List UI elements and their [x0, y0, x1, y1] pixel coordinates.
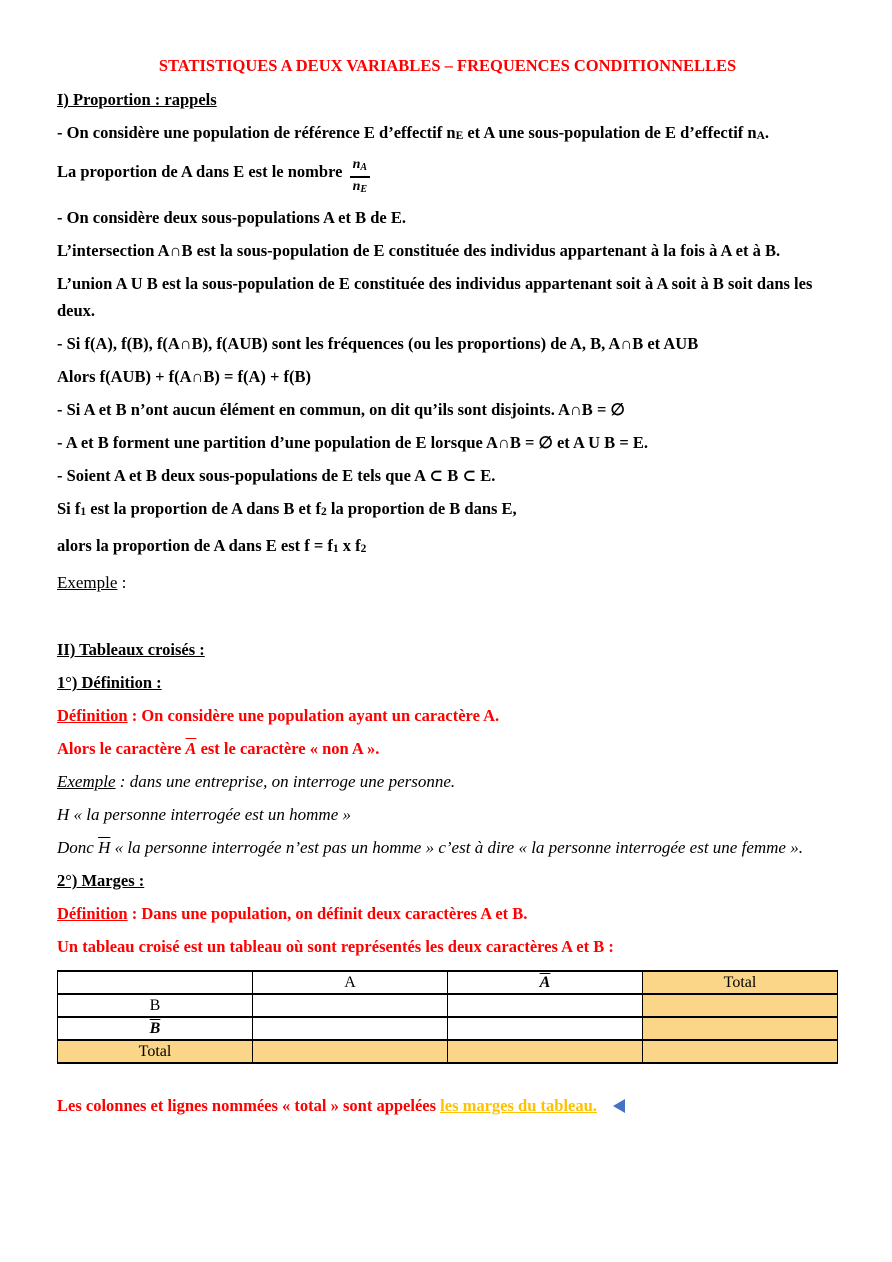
- text-run: STATISTIQUES A DEUX VARIABLES – FREQUENCES CONDITIONNELLES: [158, 56, 737, 75]
- text-run: 1°) Définition :: [57, 673, 162, 692]
- table-cell-label: Total: [138, 1042, 172, 1060]
- text-run: est le caractère « non A ».: [196, 739, 380, 758]
- text-run: et A une sous-population de E d’effectif n: [463, 123, 757, 142]
- text-run: alors la proportion de A dans E est f = f: [57, 536, 333, 555]
- table-cell-label: $\overline{A}$: [539, 973, 551, 991]
- table-cell-label: B: [149, 996, 161, 1014]
- table-cell: [253, 1040, 448, 1063]
- document-title: [57, 52, 838, 79]
- fraction-denominator: [350, 178, 370, 198]
- definition-marges: [57, 900, 838, 927]
- table-cell: [448, 1040, 643, 1063]
- empty-paragraph: [57, 602, 838, 636]
- text-run: Alors f(AUB) + f(A∩B) = f(A) + f(B): [57, 367, 312, 386]
- text-run: x f: [338, 536, 361, 555]
- text-run: Définition: [57, 904, 128, 923]
- table-row: [58, 1040, 838, 1063]
- cross-table: [57, 970, 838, 1064]
- table-cell: [643, 994, 838, 1017]
- paragraph-formule-union: [57, 363, 838, 390]
- table-row: [58, 971, 838, 994]
- text-run: Les colonnes et lignes nommées « total » sont appelées: [57, 1096, 441, 1115]
- table-cell: [58, 1040, 253, 1063]
- text-run: 2: [360, 543, 367, 555]
- text-run: 1: [80, 506, 87, 518]
- document-body: [57, 52, 838, 1119]
- text-run: A: [360, 162, 368, 173]
- text-run: - Si f(A), f(B), f(A∩B), f(AUB) sont les fréquences (ou les proportions) de A, B, A∩B et AUB: [57, 334, 699, 353]
- table-header-cell: [253, 971, 448, 994]
- table-cell: [643, 1017, 838, 1040]
- table-row: [58, 1017, 838, 1040]
- text-run: Un tableau croisé est un tableau où sont représentés les deux caractères A et B :: [57, 937, 614, 956]
- text-run: n: [352, 157, 361, 172]
- text-run: La proportion de A dans E est le nombre: [57, 162, 347, 181]
- subsection-heading-marges: [57, 867, 838, 894]
- paragraph-intersection: [57, 237, 838, 264]
- table-cell: [253, 1017, 448, 1040]
- text-run: .: [764, 123, 770, 142]
- text-run: 2: [320, 506, 327, 518]
- text-run: Définition: [57, 706, 128, 725]
- paragraph-f1-f2: [57, 495, 838, 526]
- text-run: $\overline{A}$: [185, 739, 197, 758]
- text-run: A: [756, 130, 765, 142]
- paragraph-tableau-croise: [57, 933, 838, 960]
- table-cell: [58, 994, 253, 1017]
- table-header-cell: [448, 971, 643, 994]
- paragraph-exemple-2: [57, 768, 838, 795]
- paragraph-marges-conclusion: [57, 1092, 838, 1119]
- paragraph-exemple-1: [57, 569, 838, 596]
- paragraph-two-subpopulations: [57, 204, 838, 231]
- text-run: :: [117, 573, 127, 592]
- text-run: $\overline{H}$: [98, 838, 111, 857]
- text-run: : On considère une population ayant un caractère A.: [127, 706, 500, 725]
- table-cell: [643, 1040, 838, 1063]
- text-run: II) Tableaux croisés :: [57, 640, 205, 659]
- paragraph-produit: [57, 532, 838, 563]
- text-run: est la proportion de A dans B et f: [86, 499, 321, 518]
- text-run: E: [455, 130, 464, 142]
- table-header-cell: [58, 971, 253, 994]
- text-run: 1: [332, 543, 339, 555]
- text-run: - Soient A et B deux sous-populations de E tels que A ⊂ B ⊂ E.: [57, 466, 496, 485]
- text-run: I) Proportion : rappels: [57, 90, 217, 109]
- paragraph-inclusion: [57, 462, 838, 489]
- paragraph-population-reference: [57, 119, 838, 150]
- text-run: : Dans une population, on définit deux caractères A et B.: [127, 904, 528, 923]
- text-run: 2°) Marges :: [57, 871, 145, 890]
- text-run: - On considère deux sous-populations A et B de E.: [57, 208, 407, 227]
- table-cell: [58, 1017, 253, 1040]
- text-run: - Si A et B n’ont aucun élément en commun, on dit qu’ils sont disjoints. A∩B = ∅: [57, 400, 625, 419]
- text-run: E: [360, 184, 368, 195]
- text-run: Donc: [57, 838, 99, 857]
- table-cell: [253, 994, 448, 1017]
- comment-anchor-icon: [613, 1099, 625, 1113]
- table-cell: [448, 994, 643, 1017]
- text-run: Alors le caractère: [57, 739, 186, 758]
- section-heading-tableaux-croises: [57, 636, 838, 663]
- text-run: la proportion de B dans E,: [326, 499, 517, 518]
- text-run: L’intersection A∩B est la sous-population de E constituée des individus appartenant à la fois à A et à B.: [57, 241, 781, 260]
- text-run: H « la personne interrogée est un homme »: [57, 805, 351, 824]
- definition-caractere: [57, 702, 838, 729]
- paragraph-frequences: [57, 330, 838, 357]
- subsection-heading-definition: [57, 669, 838, 696]
- paragraph-non-homme: [57, 834, 838, 861]
- text-run: - A et B forment une partition d’une population de E lorsque A∩B = ∅ et A U B = E.: [57, 433, 648, 452]
- table-cell-label: Total: [723, 973, 757, 991]
- paragraph-proportion-formula: [57, 156, 838, 198]
- text-run: les marges du tableau.: [440, 1096, 597, 1115]
- text-run: : dans une entreprise, on interroge une personne.: [115, 772, 456, 791]
- definition-non-a: [57, 735, 838, 762]
- paragraph-partition: [57, 429, 838, 456]
- fraction: [350, 156, 370, 198]
- table-row: [58, 994, 838, 1017]
- fraction-numerator: [350, 156, 370, 178]
- table-cell: [448, 1017, 643, 1040]
- text-run: « la personne interrogée n’est pas un homme » c’est à dire « la personne interrogée est une femme ».: [110, 838, 803, 857]
- text-run: Exemple: [57, 772, 116, 791]
- table-header-cell: [643, 971, 838, 994]
- text-run: - On considère une population de référence E d’effectif n: [57, 123, 456, 142]
- table-cell-label: $\overline{B}$: [149, 1019, 161, 1037]
- paragraph-homme: [57, 801, 838, 828]
- paragraph-union: [57, 270, 838, 324]
- table-cell-label: A: [344, 973, 356, 991]
- section-heading-proportion: [57, 86, 838, 113]
- paragraph-disjoints: [57, 396, 838, 423]
- text-run: L’union A U B est la sous-population de E constituée des individus appartenant soit à A soit à B soit dans les deux.: [57, 274, 813, 320]
- text-run: Exemple: [57, 573, 118, 592]
- text-run: Si f: [57, 499, 81, 518]
- text-run: n: [352, 179, 361, 194]
